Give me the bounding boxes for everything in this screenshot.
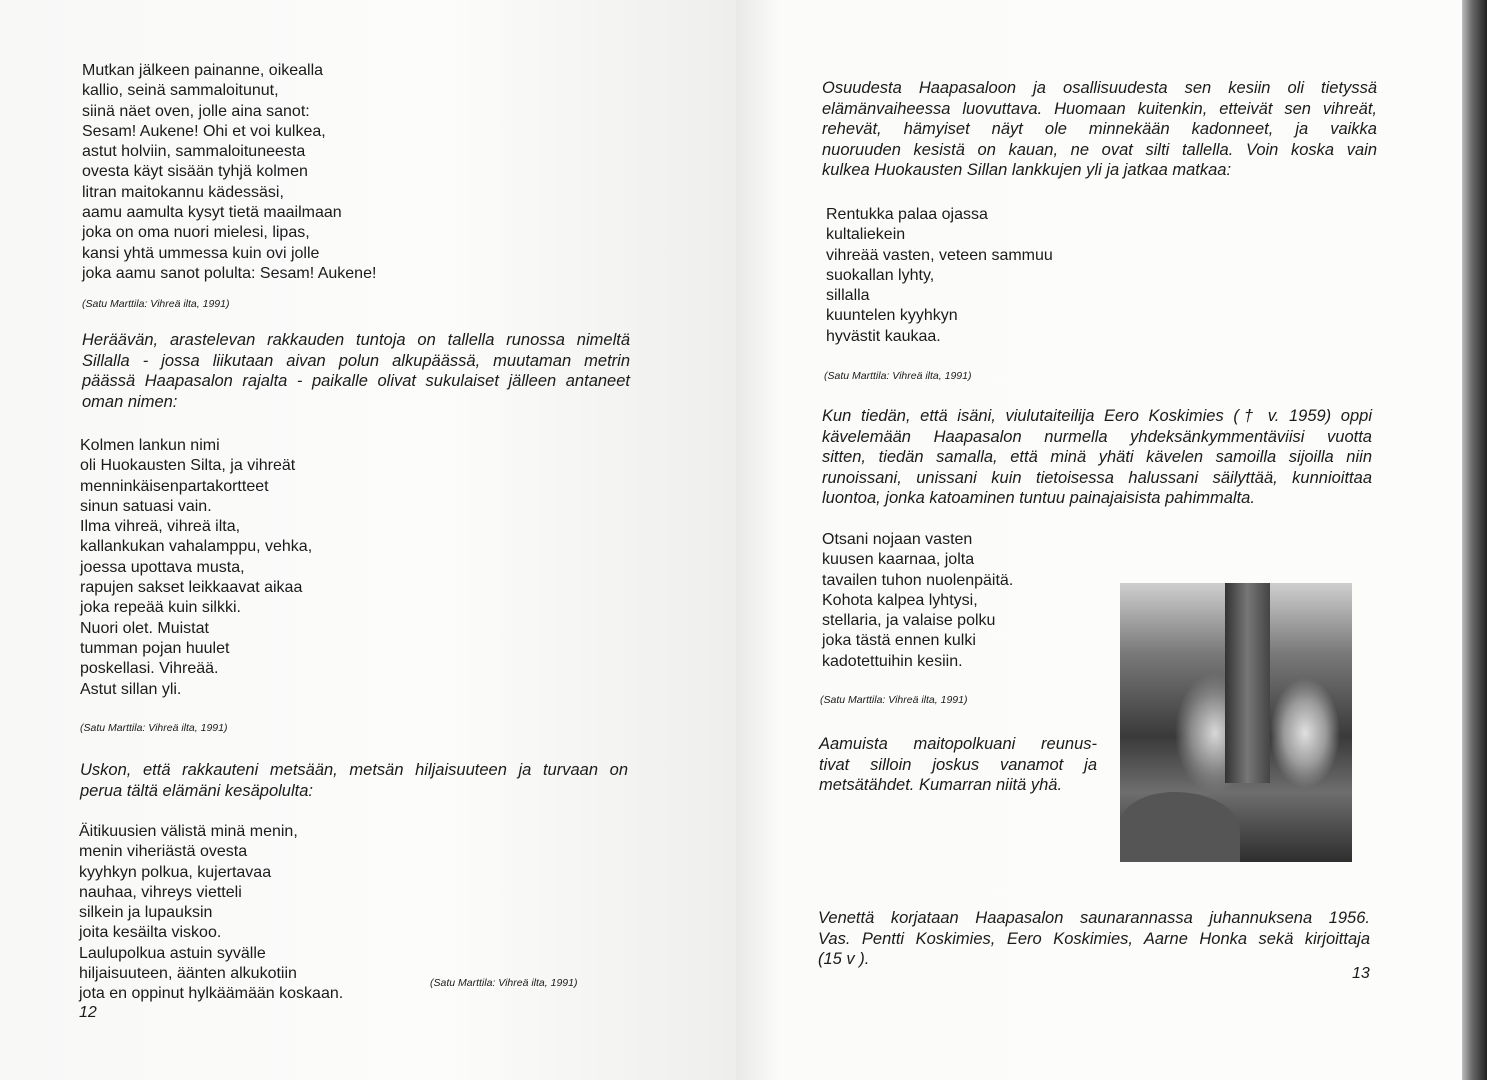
text-line: metsätähdet. Kumarran niitä yhä.	[819, 776, 1063, 794]
photo-caption	[818, 908, 1370, 970]
text-line: Sillalla - jossa liikutaan aivan polun alkupäässä, muutaman metrin	[82, 351, 630, 370]
text-line: tivat silloin joskus vanamot ja	[819, 755, 1097, 774]
text-line: tumman pojan huulet	[80, 639, 230, 657]
text-line: runoissani, unissani kuin tietoisessa halussani säilyttää, kunnioittaa	[822, 468, 1372, 487]
poem-sillalla	[80, 436, 312, 700]
text-line: litran maitokannu kädessäsi,	[82, 183, 284, 201]
text-line: elämänvaiheessa luovuttava. Huomaan kuitenkin, etteivät sen vihreät,	[822, 99, 1377, 118]
text-line: sillalla	[826, 287, 870, 305]
text-line: aamu aamulta kysyt tietä maailmaan	[82, 204, 342, 222]
text-line: Mutkan jälkeen painanne, oikealla	[82, 62, 324, 79]
text-line: stellaria, ja valaise polku	[822, 612, 996, 630]
text-line: sitten, tiedän samalla, että minä yhäti kävelen samoilla sijoilla niin	[822, 448, 1372, 466]
text-line: Uskon, että rakkauteni metsään, metsän hiljaisuuteen ja turvaan on	[80, 761, 628, 779]
prose-osuudesta	[822, 78, 1377, 181]
book-edge	[1462, 0, 1487, 1080]
citation: (Satu Marttila: Vihreä ilta, 1991)	[820, 694, 968, 706]
text-line: sinun satuasi vain.	[80, 497, 212, 515]
text-line: hyvästit kaukaa.	[826, 327, 941, 345]
citation: (Satu Marttila: Vihreä ilta, 1991)	[82, 298, 230, 310]
text-line: kulkea Huokausten Sillan lankkujen yli ja jatkaa matkaa:	[822, 161, 1232, 179]
poem-aitikuusien	[79, 822, 343, 1005]
text-line: Rentukka palaa ojassa	[826, 206, 988, 223]
prose-aamuista	[819, 734, 1097, 796]
text-line: Sesam! Aukene! Ohi et voi kulkea,	[82, 122, 326, 140]
text-line: kyyhkyn polkua, kujertavaa	[79, 863, 272, 881]
photo-sauna-shore	[1120, 583, 1352, 862]
text-line: ovesta käyt sisään tyhjä kolmen	[82, 163, 308, 181]
text-line: joka on oma nuori mielesi, lipas,	[82, 224, 310, 242]
text-line: joka repeää kuin silkki.	[80, 599, 241, 617]
text-line: rehevät, hämyiset näyt ole minnekään kadonneet, ja vaikka	[822, 120, 1377, 138]
text-line: Astut sillan yli.	[80, 680, 182, 698]
text-line: suokallan lyhty,	[826, 266, 935, 284]
text-line: luontoa, jonka katoaminen tuntuu painajaisista pahimmalta.	[822, 489, 1255, 507]
text-line: hiljaisuuteen, äänten alkukotiin	[79, 965, 297, 983]
text-line: kuusen kaarnaa, jolta	[822, 551, 975, 569]
text-line: Venettä korjataan Haapasalon saunarannassa juhannuksena 1956.	[818, 909, 1370, 927]
page-number: 12	[79, 1004, 97, 1021]
text-line: päässä Haapasalon rajalta - paikalle olivat sukulaiset jälleen antaneet	[82, 372, 630, 390]
text-line: Kohota kalpea lyhtysi,	[822, 591, 978, 609]
text-line: vihreää vasten, veteen sammuu	[826, 246, 1053, 264]
text-line: Nuori olet. Muistat	[80, 619, 209, 637]
citation: (Satu Marttila: Vihreä ilta, 1991)	[824, 370, 972, 382]
text-line: kultaliekein	[826, 226, 906, 244]
text-line: Osuudesta Haapasaloon ja osallisuudesta sen kesiin oli tietyssä	[822, 79, 1377, 97]
tree-trunk	[1225, 583, 1270, 783]
page-number: 13	[1352, 965, 1370, 982]
poem-mutkan	[82, 61, 376, 284]
text-line: joka aamu sanot polulta: Sesam! Aukene!	[82, 264, 377, 282]
text-line: kuuntelen kyyhkyn	[826, 307, 958, 325]
text-line: rapujen sakset leikkaavat aikaa	[80, 579, 303, 597]
text-line: Heräävän, arastelevan rakkauden tuntoja on tallella runossa nimeltä	[82, 331, 630, 349]
text-line: kävelemään Haapasalon nurmella yhdeksänkymmentäviisi vuotta	[822, 427, 1372, 446]
text-line: poskellasi. Vihreää.	[80, 660, 219, 678]
text-line: jota en oppinut hylkäämään koskaan.	[79, 985, 344, 1003]
text-line: Vas. Pentti Koskimies, Eero Koskimies, Aarne Honka sekä kirjoittaja	[818, 929, 1370, 948]
text-line: siinä näet oven, jolle aina sanot:	[82, 102, 310, 120]
text-line: tavailen tuhon nuolenpäitä.	[822, 571, 1014, 589]
text-line: joka tästä ennen kulki	[822, 632, 976, 650]
text-line: silkein ja lupauksin	[79, 904, 213, 922]
text-line: nauhaa, vihreys vietteli	[79, 883, 242, 901]
prose-heraavan	[82, 330, 630, 412]
text-line: Laulupolkua astuin syvälle	[79, 944, 266, 962]
text-line: menin viheriästä ovesta	[79, 843, 248, 861]
text-line: Otsani nojaan vasten	[822, 531, 973, 548]
poem-rentukka	[826, 205, 1053, 347]
prose-kun-tiedan	[822, 406, 1372, 509]
text-line: kallio, seinä sammaloitunut,	[82, 82, 279, 100]
prose-uskon	[80, 760, 628, 801]
text-line: Kolmen lankun nimi	[80, 437, 220, 454]
text-line: joita kesäilta viskoo.	[79, 924, 222, 942]
text-line: kadotettuihin kesiin.	[822, 652, 963, 670]
text-line: Ilma vihreä, vihreä ilta,	[80, 518, 241, 536]
text-line: astut holviin, sammaloituneesta	[82, 143, 306, 161]
text-line: kansi yhtä ummessa kuin ovi jolle	[82, 244, 320, 262]
text-line: Aamuista maitopolkuani reunus-	[819, 735, 1097, 753]
poem-otsani	[822, 530, 1013, 672]
text-line: kallankukan vahalamppu, vehka,	[80, 538, 313, 556]
citation: (Satu Marttila: Vihreä ilta, 1991)	[80, 722, 228, 734]
citation: (Satu Marttila: Vihreä ilta, 1991)	[430, 977, 578, 989]
text-line: oman nimen:	[82, 392, 178, 411]
text-line: Kun tiedän, että isäni, viulutaiteilija Eero Koskimies († v. 1959) oppi	[822, 407, 1372, 425]
text-line: Äitikuusien välistä minä menin,	[79, 823, 298, 840]
text-line: joessa upottava musta,	[80, 558, 245, 576]
text-line: perua tältä elämäni kesäpolulta:	[80, 781, 313, 800]
text-line: nuoruuden kesistä on kauan, ne ovat silti tallella. Voin koska vain	[822, 140, 1377, 159]
text-line: oli Huokausten Silta, ja vihreät	[80, 457, 296, 475]
rock	[1120, 792, 1240, 862]
text-line: menninkäisenpartakortteet	[80, 477, 269, 495]
text-line: (15 v ).	[818, 950, 870, 968]
